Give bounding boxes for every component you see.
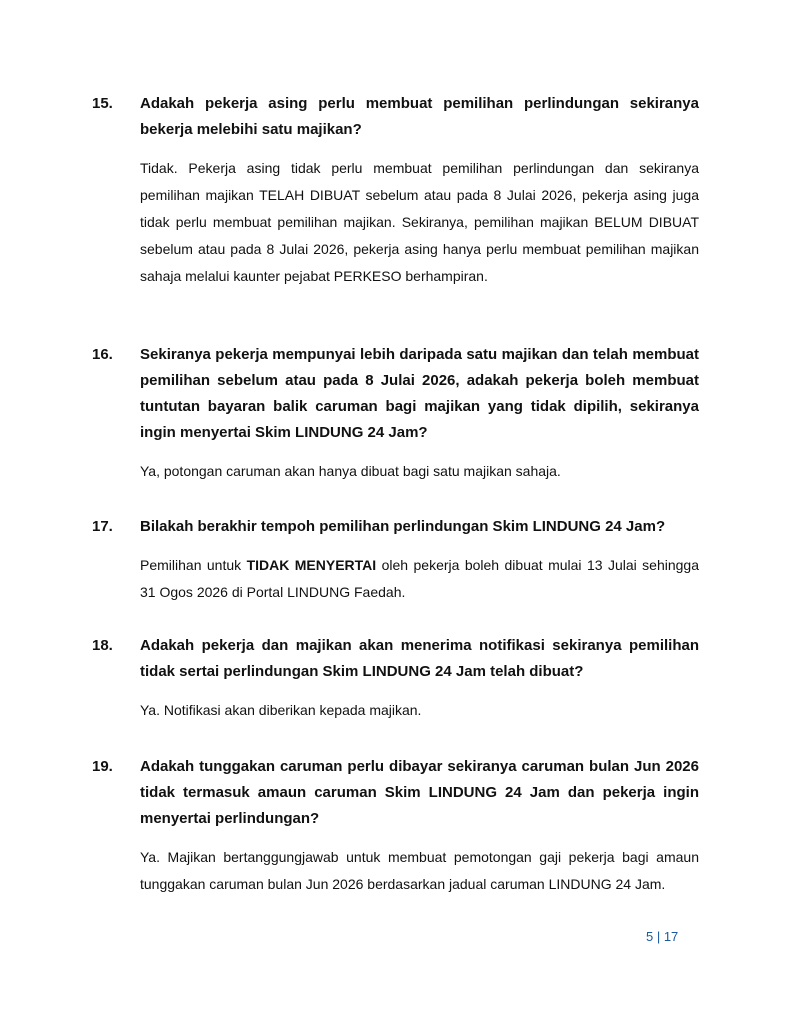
page-number: 5 | 17: [646, 929, 679, 944]
question-text: Adakah tunggakan caruman perlu dibayar sekiranya caruman bulan Jun 2026 tidak termasuk amaun caruman Skim LINDUNG 24 Jam dan pekerja ingin menyertai perlindungan?: [140, 758, 699, 827]
question-number: 16.: [92, 346, 113, 363]
answer-text-pre: Pemilihan untuk: [140, 557, 247, 573]
question-text: Adakah pekerja dan majikan akan menerima notifikasi sekiranya pemilihan tidak sertai perlindungan Skim LINDUNG 24 Jam telah dibuat?: [140, 637, 699, 680]
answer-text: Ya. Notifikasi akan diberikan kepada majikan.: [140, 702, 422, 718]
question-text: Bilakah berakhir tempoh pemilihan perlindungan Skim LINDUNG 24 Jam?: [140, 518, 666, 535]
faq-item-19: [92, 754, 699, 898]
question-text: Sekiranya pekerja mempunyai lebih daripada satu majikan dan telah membuat pemilihan sebelum atau pada 8 Julai 2026, adakah pekerja boleh membuat tuntutan bayaran balik caruman bagi majikan yang tidak dipilih, sekiranya ingin menyertai Skim LINDUNG 24 Jam?: [140, 346, 699, 441]
question-number: 17.: [92, 518, 113, 535]
question-number: 19.: [92, 758, 113, 775]
faq-item-17: [92, 514, 699, 606]
question-text: Adakah pekerja asing perlu membuat pemilihan perlindungan sekiranya bekerja melebihi satu majikan?: [140, 95, 699, 138]
answer-text: Ya, potongan caruman akan hanya dibuat bagi satu majikan sahaja.: [140, 463, 561, 479]
faq-item-16: [92, 342, 699, 485]
answer-text: Tidak. Pekerja asing tidak perlu membuat pemilihan perlindungan dan sekiranya pemilihan majikan TELAH DIBUAT sebelum atau pada 8 Julai 2026, pekerja asing juga tidak perlu membuat pemilihan majikan. Sekiranya, pemilihan majikan BELUM DIBUAT sebelum atau pada 8 Julai 2026, pekerja asing hanya perlu membuat pemilihan majikan sahaja melalui kaunter pejabat PERKESO berhampiran.: [140, 160, 699, 284]
answer-text-post: oleh pekerja boleh dibuat mulai 13 Julai sehingga 31 Ogos 2026 di Portal LINDUNG Faedah.: [140, 557, 699, 600]
question-number: 15.: [92, 95, 113, 112]
faq-item-18: [92, 633, 699, 724]
answer-text: [140, 552, 699, 606]
answer-text: Ya. Majikan bertanggungjawab untuk membuat pemotongan gaji pekerja bagi amaun tunggakan caruman bulan Jun 2026 berdasarkan jadual caruman LINDUNG 24 Jam.: [140, 849, 699, 892]
faq-item-15: [92, 91, 699, 290]
question-number: 18.: [92, 637, 113, 654]
answer-emphasis: TIDAK MENYERTAI: [246, 557, 377, 573]
